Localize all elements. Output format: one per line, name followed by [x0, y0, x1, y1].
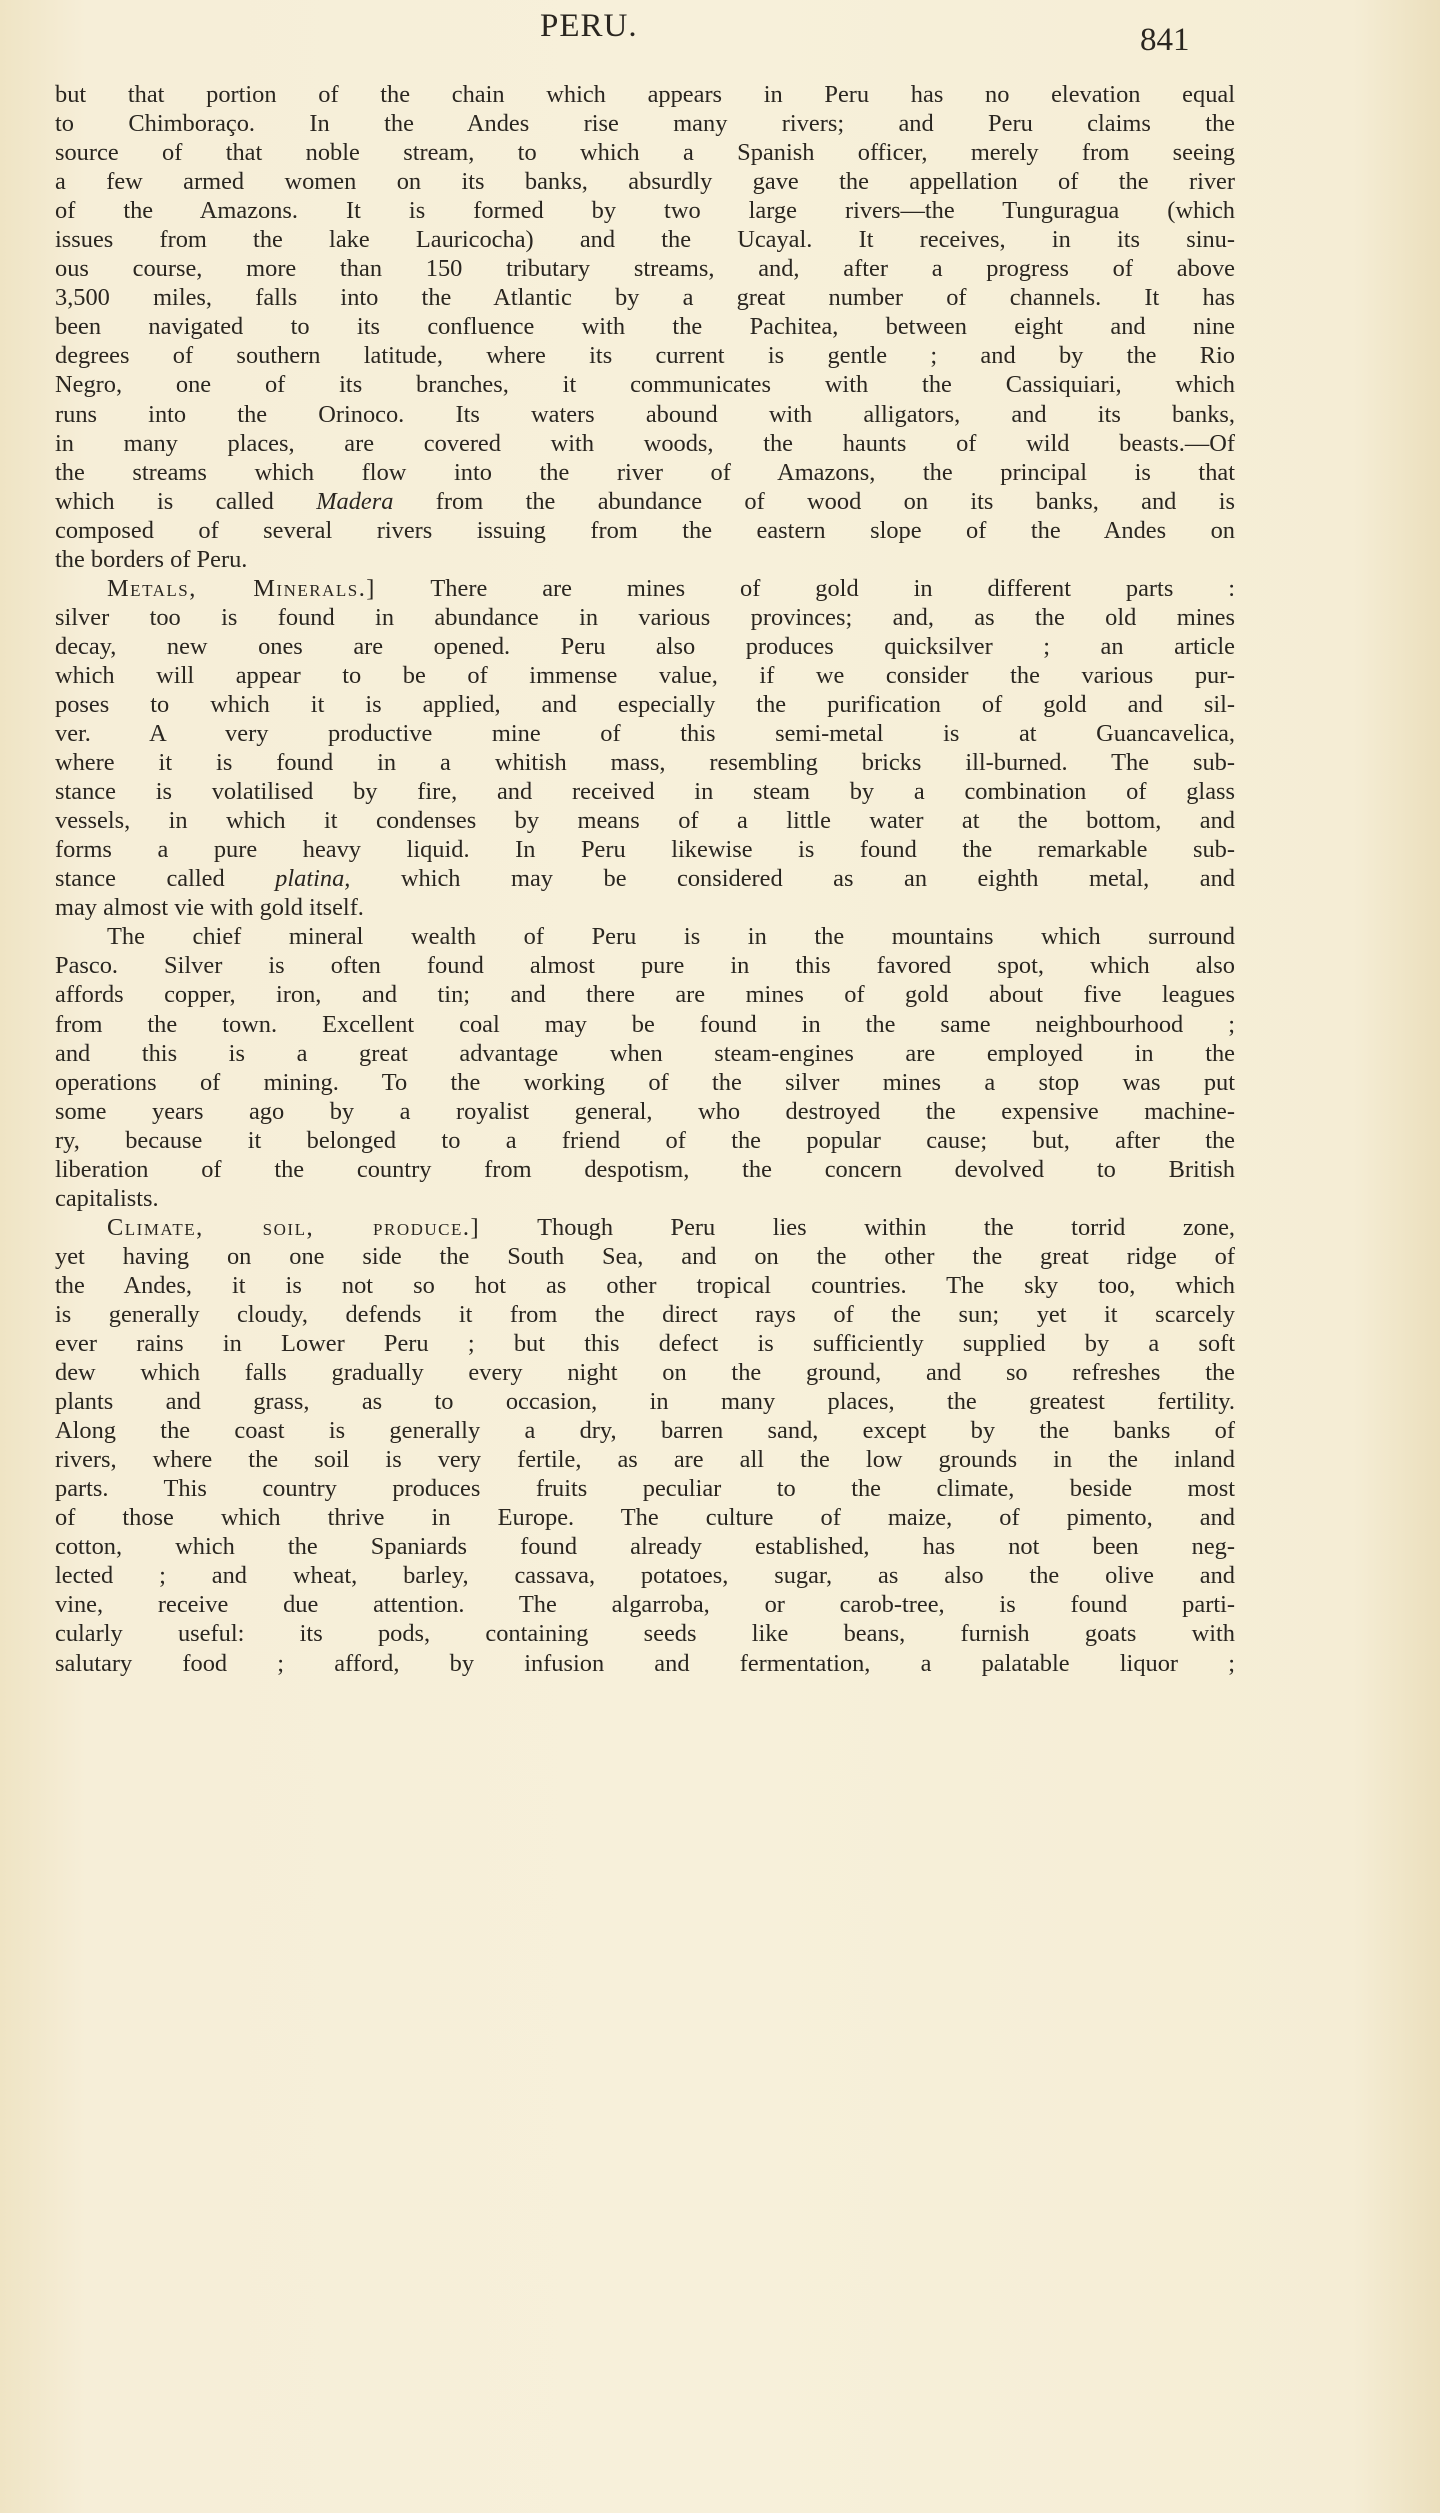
text-line: may almost vie with gold itself.: [55, 894, 364, 922]
italic-term-platina: platina,: [275, 865, 351, 893]
text-line: plants and grass, as to occasion, in many places, the greatest fertility.: [55, 1388, 1235, 1416]
text-line: of the Amazons. It is formed by two large rivers—the Tunguragua (which: [55, 197, 1235, 225]
text-line: Pasco. Silver is often found almost pure in this favored spot, which also: [55, 952, 1235, 980]
text-line: of those which thrive in Europe. The culture of maize, of pimento, and: [55, 1504, 1235, 1532]
text-line: forms a pure heavy liquid. In Peru likewise is found the remarkable sub-: [55, 836, 1235, 864]
italic-term-madera: Madera: [316, 487, 394, 515]
text-line: Along the coast is generally a dry, barren sand, except by the banks of: [55, 1417, 1235, 1445]
text-line: rivers, where the soil is very fertile, as are all the low grounds in the inland: [55, 1446, 1235, 1474]
text-line: stance is volatilised by fire, and received in steam by a combination of glass: [55, 778, 1235, 806]
text-line: degrees of southern latitude, where its current is gentle ; and by the Rio: [55, 342, 1235, 370]
text-line: ry, because it belonged to a friend of the popular cause; but, after the: [55, 1126, 1235, 1154]
text-line: decay, new ones are opened. Peru also produces quicksilver ; an article: [55, 632, 1235, 660]
text-line: dew which falls gradually every night on the ground, and so refreshes the: [55, 1359, 1235, 1387]
text-line: salutary food ; afford, by infusion and fermentation, a palatable liquor ;: [55, 1649, 1235, 1677]
text-run: which is called: [55, 487, 317, 515]
text-line: cularly useful: its pods, containing seeds like beans, furnish goats with: [55, 1620, 1235, 1648]
text-line: issues from the lake Lauricocha) and the Ucayal. It receives, in its sinu-: [55, 226, 1235, 254]
text-line: cotton, which the Spaniards found already established, has not been neg-: [55, 1533, 1235, 1561]
page-title: PERU.: [540, 8, 638, 44]
text-line: ous course, more than 150 tributary streams, and, after a progress of above: [55, 255, 1235, 283]
text-run: Though Peru lies within the torrid zone,: [537, 1213, 1235, 1241]
text-line: poses to which it is applied, and especially the purification of gold and sil-: [55, 690, 1235, 718]
text-line: to Chimboraço. In the Andes rise many rivers; and Peru claims the: [55, 110, 1235, 138]
text-line: and this is a great advantage when steam-engines are employed in the: [55, 1039, 1235, 1067]
text-line: [55, 1213, 1235, 1242]
text-line: runs into the Orinoco. Its waters abound with alligators, and its banks,: [55, 400, 1235, 428]
text-line: vine, receive due attention. The algarroba, or carob-tree, is found parti-: [55, 1591, 1235, 1619]
text-run: stance called: [55, 865, 276, 893]
text-line: lected ; and wheat, barley, cassava, potatoes, sugar, as also the olive and: [55, 1562, 1235, 1590]
text-line: liberation of the country from despotism, the concern devolved to British: [55, 1155, 1235, 1183]
text-line: yet having on one side the South Sea, and on the other the great ridge of: [55, 1242, 1235, 1270]
text-line: [55, 574, 1235, 603]
text-line: but that portion of the chain which appears in Peru has no elevation equal: [55, 81, 1235, 108]
text-line: 3,500 miles, falls into the Atlantic by a great number of channels. It has: [55, 284, 1235, 312]
text-run: There are mines of gold in different parts :: [430, 574, 1235, 602]
text-line: source of that noble stream, to which a Spanish officer, merely from seeing: [55, 139, 1235, 167]
page-number: 841: [1140, 22, 1190, 58]
text-line: capitalists.: [55, 1184, 159, 1212]
text-line: a few armed women on its banks, absurdly gave the appellation of the river: [55, 168, 1235, 196]
section-heading-climate: Climate, soil, produce.]: [107, 1213, 481, 1241]
text-line: [55, 864, 1235, 893]
text-line: is generally cloudy, defends it from the direct rays of the sun; yet it scarcely: [55, 1300, 1235, 1328]
text-line: affords copper, iron, and tin; and there are mines of gold about five leagues: [55, 981, 1235, 1009]
text-line: the borders of Peru.: [55, 545, 248, 573]
text-line: operations of mining. To the working of the silver mines a stop was put: [55, 1068, 1235, 1096]
text-line: in many places, are covered with woods, the haunts of wild beasts.—Of: [55, 429, 1235, 457]
text-line: Negro, one of its branches, it communicates with the Cassiquiari, which: [55, 371, 1235, 399]
text-line: ver. A very productive mine of this semi-metal is at Guancavelica,: [55, 720, 1235, 748]
body-text: [55, 80, 1235, 1678]
running-head: [0, 8, 1440, 58]
text-line: [55, 487, 1235, 516]
text-line: ever rains in Lower Peru ; but this defect is sufficiently supplied by a soft: [55, 1330, 1235, 1358]
text-line: which will appear to be of immense value, if we consider the various pur-: [55, 661, 1235, 689]
section-heading-metals: Metals, Minerals.]: [107, 574, 376, 602]
text-line: parts. This country produces fruits peculiar to the climate, beside most: [55, 1475, 1235, 1503]
text-line: been navigated to its confluence with the Pachitea, between eight and nine: [55, 313, 1235, 341]
text-line: where it is found in a whitish mass, resembling bricks ill-burned. The sub-: [55, 749, 1235, 777]
text-line: the Andes, it is not so hot as other tropical countries. The sky too, which: [55, 1271, 1235, 1299]
text-run: which may be considered as an eighth metal, and: [350, 865, 1235, 893]
text-line: The chief mineral wealth of Peru is in the mountains which surround: [107, 923, 1235, 951]
text-line: silver too is found in abundance in various provinces; and, as the old mines: [55, 603, 1235, 631]
text-run: from the abundance of wood on its banks, and is: [393, 487, 1235, 515]
text-line: composed of several rivers issuing from the eastern slope of the Andes on: [55, 516, 1235, 544]
text-line: some years ago by a royalist general, who destroyed the expensive machine-: [55, 1097, 1235, 1125]
text-line: vessels, in which it condenses by means of a little water at the bottom, and: [55, 807, 1235, 835]
text-line: from the town. Excellent coal may be found in the same neighbourhood ;: [55, 1010, 1235, 1038]
text-line: the streams which flow into the river of Amazons, the principal is that: [55, 458, 1235, 486]
